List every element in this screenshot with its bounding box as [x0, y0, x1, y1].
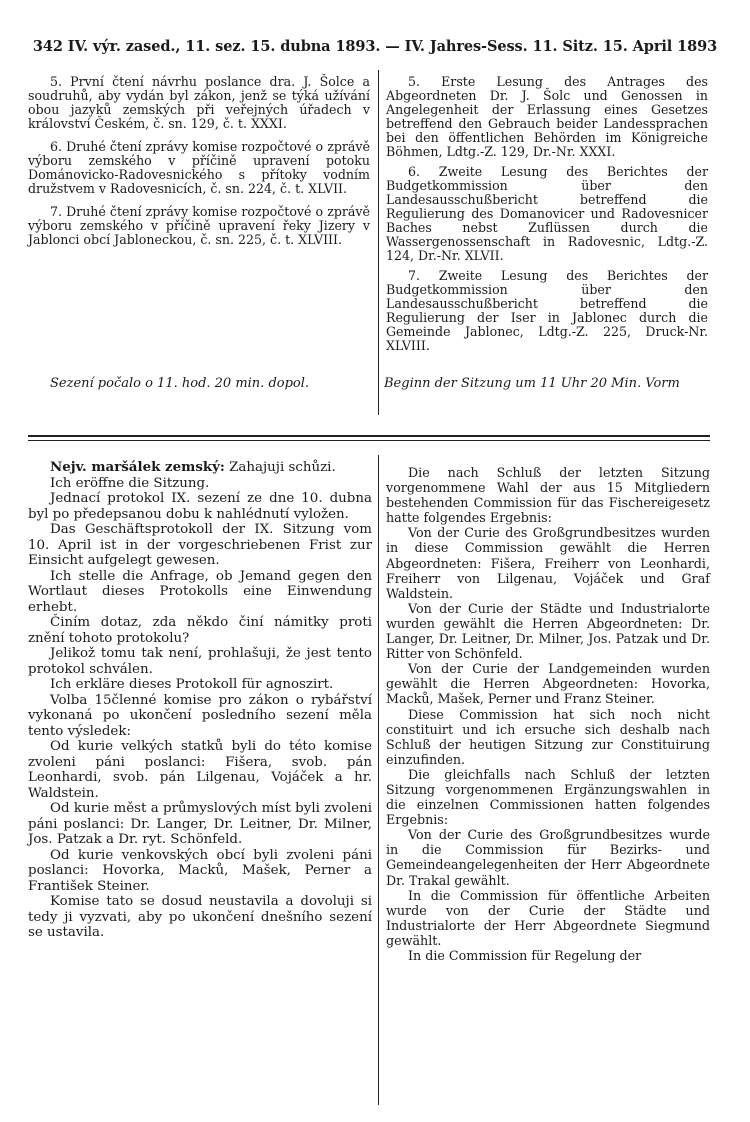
- speaker-opening: Zahajuji schůzi.: [229, 460, 336, 475]
- agenda-item-7-de: 7. Zweite Lesung des Berichtes der Budgetkommission über den Landesausschußbericht betreffend die Regulierung der Iser in Jablonec durch die Gemeinde Jablonec, Ldtg.-Z. 225, Druck-Nr. XLVIII.: [386, 268, 708, 353]
- paragraph: Diese Commission hat sich noch nicht constituirt und ich ersuche sich deshalb nach Schluß der heutigen Sitzung zur Constituirung einzufinden.: [386, 706, 710, 767]
- proceedings-german: [386, 465, 710, 963]
- column-divider: [378, 70, 379, 415]
- paragraph: Die nach Schluß der letzten Sitzung vorgenommene Wahl der aus 15 Mitgliedern bestehenden Commission für das Fischereigesetz hatte folgendes Ergebnis:: [386, 465, 710, 526]
- paragraph: Von der Curie der Städte und Industrialorte wurden gewählt die Herren Abgeordneten: Dr. Langer, Dr. Leitner, Dr. Milner, Jos. Patzak und Dr. Ritter von Schönfeld.: [386, 600, 710, 662]
- agenda-german: [386, 75, 708, 353]
- agenda-czech: [28, 75, 370, 247]
- session-start-de: Beginn der Sitzung um 11 Uhr 20 Min. Vorm: [384, 376, 680, 391]
- paragraph: Von der Curie des Großgrundbesitzes wurden in diese Commission gewählt die Herren Abgeordneten: Fišera, Freiherr von Leonhardi, Freiherr von Lilgenau, Vojáček und Graf Waldstein.: [386, 525, 710, 601]
- paragraph: Od kurie velkých statků byli do této komise zvoleni páni poslanci: Fišera, svob. pán Leonhardi, svob. pán Lilgenau, Vojáček a hr. Waldstein.: [28, 739, 372, 801]
- agenda-item-5-cz: 5. První čtení návrhu poslance dra. J. Šolce a soudruhů, aby vydán byl zákon, jenž se týká užívání obou jazyků zemských při veřejných úřadech v království Českém, č. sn. 129, č. t. XXXI.: [28, 74, 370, 131]
- paragraph: Jelikož tomu tak není, prohlašuji, že jest tento protokol schválen.: [28, 646, 372, 677]
- column-divider-lower: [378, 455, 379, 1105]
- section-rule-thin: [28, 440, 710, 441]
- paragraph: Volba 15členné komise pro zákon o rybářství vykonaná po ukončení posledního sezení měla tento výsledek:: [28, 692, 372, 739]
- paragraph: Die gleichfalls nach Schluß der letzten Sitzung vorgenommenen Ergänzungswahlen in die einzelnen Commissionen hatten folgendes Ergebnis:: [386, 766, 710, 828]
- paragraph: Ich eröffne die Sitzung.: [50, 475, 210, 491]
- paragraph: Od kurie venkovských obcí byli zvoleni páni poslanci: Hovorka, Macků, Mašek, Perner a František Steiner.: [28, 847, 372, 894]
- paragraph: Činím dotaz, zda někdo činí námitky proti znění tohoto protokolu?: [28, 615, 372, 646]
- speaker-name: Nejv. maršálek zemský:: [50, 459, 225, 475]
- paragraph: Od kurie měst a průmyslových míst byli zvoleni páni poslanci: Dr. Langer, Dr. Leitner, Dr. Milner, Jos. Patzak a Dr. ryt. Schönfeld.: [28, 801, 372, 847]
- paragraph: In die Commission für öffentliche Arbeiten wurde von der Curie der Städte und Industrialorte der Herr Abgeordnete Siegmund gewählt.: [386, 887, 710, 948]
- paragraph: Ich erkläre dieses Protokoll für agnoszirt.: [50, 677, 334, 692]
- paragraph: In die Commission für Regelung der: [408, 948, 642, 963]
- agenda-item-5-de: 5. Erste Lesung des Antrages des Abgeordneten Dr. J. Šolc und Genossen in Angelegenheit der Erlassung eines Gesetzes betreffend den Gebrauch beider Landessprachen bei den öffentlichen Behörden im Königreiche Böhmen, Ldtg.-Z. 129, Dr.-Nr. XXXI.: [386, 74, 708, 159]
- agenda-item-6-de: 6. Zweite Lesung des Berichtes der Budgetkommission über den Landesausschußbericht betreffend die Regulierung des Domanovicer und Radovesnicer Baches nebst Zuflüssen durch die Wassergenossenschaft in Radovesnic, Ldtg.-Z. 124, Dr.-Nr. XLVII.: [386, 164, 708, 263]
- paragraph: Jednací protokol IX. sezení ze dne 10. dubna byl po předepsanou dobu k nahlédnutí vyložen.: [28, 491, 372, 522]
- paragraph: Von der Curie der Landgemeinden wurden gewählt die Herren Abgeordneten: Hovorka, Macků, Mašek, Perner und Franz Steiner.: [386, 661, 710, 707]
- paragraph: Das Geschäftsprotokoll der IX. Sitzung vom 10. April ist in der vorgeschriebenen Frist zur Einsicht aufgelegt gewesen.: [28, 522, 372, 568]
- paragraph: Von der Curie des Großgrundbesitzes wurde in die Commission für Bezirks- und Gemeindeangelegenheiten der Herr Abgeordnete Dr. Trakal gewählt.: [386, 827, 710, 888]
- section-rule: [28, 435, 710, 437]
- session-start-cz: Sezení počalo o 11. hod. 20 min. dopol.: [50, 376, 310, 391]
- proceedings-czech: [28, 460, 372, 941]
- paragraph: Komise tato se dosud neustavila a dovoluji si tedy ji vyzvati, aby po ukončení dnešního sezení se ustavila.: [28, 894, 372, 940]
- speaker-line: [28, 460, 372, 476]
- agenda-item-6-cz: 6. Druhé čtení zprávy komise rozpočtové o zprávě výboru zemského v příčině upravení potoku Dománovicko-Radovesnického s přítoky vodním družstvem v Radovesnicích, č. sn. 224, č. t. XLVII.: [28, 139, 370, 196]
- page-header: 342 IV. výr. zased., 11. sez. 15. dubna 1893. — IV. Jahres-Sess. 11. Sitz. 15. April 1893: [32, 38, 718, 55]
- paragraph: Ich stelle die Anfrage, ob Jemand gegen den Wortlaut dieses Protokolls eine Einwendung erhebt.: [28, 568, 372, 615]
- agenda-item-7-cz: 7. Druhé čtení zprávy komise rozpočtové o zprávě výboru zemského v příčině upravení řeky Jizery v Jablonci obcí Jabloneckou, č. sn. 225, č. t. XLVIII.: [28, 204, 370, 247]
